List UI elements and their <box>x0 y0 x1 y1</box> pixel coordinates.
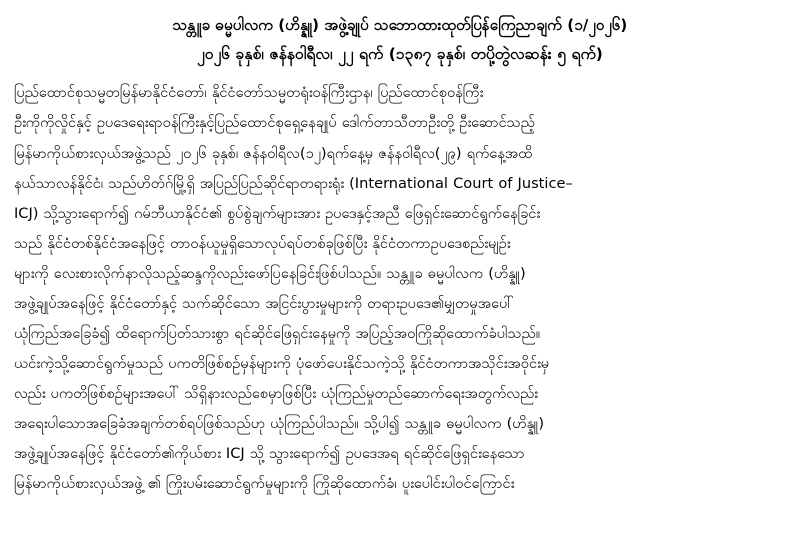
paragraph-1-line-6: သည် နိုင်ငံတစ်နိုင်ငံအနေဖြင့် တာဝန်ယူမှုရှိသောလုပ်ရပ်တစ်ခုဖြစ်ပြီး နိုင်ငံတကာဥပဒေစည်းမျဉ်း <box>14 234 511 252</box>
paragraph-1-line-4: နယ်သာလန်နိုင်ငံ၊ သည်ဟိတ်ဂ်မြို့ရှိ အပြည်ပြည်ဆိုင်ရာတရားရုံး (International Court of Justice– <box>14 174 573 192</box>
paragraph-1-line-3: မြန်မာကိုယ်စားလှယ်အဖွဲ့သည် ၂၀၂၆ ခုနှစ်၊ ဇန်နဝါရီလ(၁၂)ရက်နေ့မှ ဇန်နဝါရီလ(၂၉) ရက်နေ့အထိ <box>14 144 533 162</box>
paragraph-2-line-5: မြန်မာကိုယ်စားလှယ်အဖွဲ့ ၏ ကြိုးပမ်းဆောင်ရွက်မှုများကို ကြိုဆိုထောက်ခံ၊ ပူးပေါင်းပါဝင်ကြောင်း <box>14 475 515 493</box>
paragraph-2-line-3: အရေးပါသောအခြေခံအချက်တစ်ရပ်ဖြစ်သည်ဟု ယုံကြည်ပါသည်။ သို့ပါ၍ သန္တူခ ဓမ္မပါလက (ဟိန္နူ) <box>14 415 545 433</box>
paragraph-1-line-5: ICJ) သို့သွားရောက်၍ ဂမ်ဘီယာနိုင်ငံ၏ စွပ်စွဲချက်များအား ဥပဒေနှင့်အညီ ဖြေရှင်းဆောင်ရွက်နေခြင်း <box>14 204 541 222</box>
paragraph-1 <box>14 78 786 349</box>
paragraph-1-line-9: ယုံကြည်အခြေခံ၍ ထိရောက်ပြတ်သားစွာ ရင်ဆိုင်ဖြေရှင်းနေမှုကို အပြည့်အဝကြိုဆိုထောက်ခံပါသည်။ <box>14 324 541 342</box>
paragraph-2-line-1: ယင်းကဲ့သို့ဆောင်ရွက်မှုသည် ပကတိဖြစ်စဉ်မှန်များကို ပုံဖော်ပေးနိုင်သကဲ့သို့ နိုင်ငံတကာအသိုင်းအဝိုင်းမှ <box>14 354 550 372</box>
document-body <box>14 78 786 499</box>
paragraph-2-line-2: လည်း ပကတိဖြစ်စဉ်များအပေါ် သိရှိနားလည်စေမှာဖြစ်ပြီး ယုံကြည်မှုတည်ဆောက်ရေးအတွက်လည်း <box>14 385 538 403</box>
paragraph-2 <box>14 349 786 499</box>
paragraph-1-line-8: အဖွဲ့ချုပ်အနေဖြင့် နိုင်ငံတော်နှင့် သက်ဆိုင်သော အငြင်းပွားမှုများကို တရားဥပဒေ၏မျှတမှုအပေါ် <box>14 294 514 312</box>
paragraph-1-line-2: ဦးကိုကိုလှိုင်နှင့် ဥပဒေရေးရာဝန်ကြီးနှင့်ပြည်ထောင်စုရှေ့နေချုပ် ဒေါက်တာသီတာဦးတို့ ဦးဆောင်သည့် <box>14 114 535 132</box>
document-header <box>14 12 786 68</box>
paragraph-2-line-4: အဖွဲ့ချုပ်အနေဖြင့် နိုင်ငံတော်၏ကိုယ်စား ICJ သို့ သွားရောက်၍ ဥပဒေအရ ရင်ဆိုင်ဖြေရှင်းနေသော <box>14 445 525 463</box>
paragraph-1-line-1: ပြည်ထောင်စုသမ္မတမြန်မာနိုင်ငံတော်၊ နိုင်ငံတော်သမ္မတရုံးဝန်ကြီးဌာန၊ ပြည်ထောင်စုဝန်ကြီး <box>14 84 484 102</box>
header-title-line-2: ၂၀၂၆ ခုနှစ်၊ ဇန်နဝါရီလ၊ ၂၂ ရက် (၁၃၈၇ ခုနှစ်၊ တပို့တွဲလဆန်း ၅ ရက်) <box>196 44 603 63</box>
paragraph-1-line-7: များကို လေးစားလိုက်နာလိုသည့်ဆန္ဒကိုလည်းဖော်ပြနေခြင်းဖြစ်ပါသည်။ သန္တူခ ဓမ္မပါလက (ဟိန္နူ) <box>14 264 526 282</box>
header-title-line-1: သန္တူခ ဓမ္မပါလက (ဟိန္နူ) အဖွဲ့ချုပ် သဘောထားထုတ်ပြန်ကြေညာချက် (၁/၂၀၂၆) <box>172 16 628 34</box>
